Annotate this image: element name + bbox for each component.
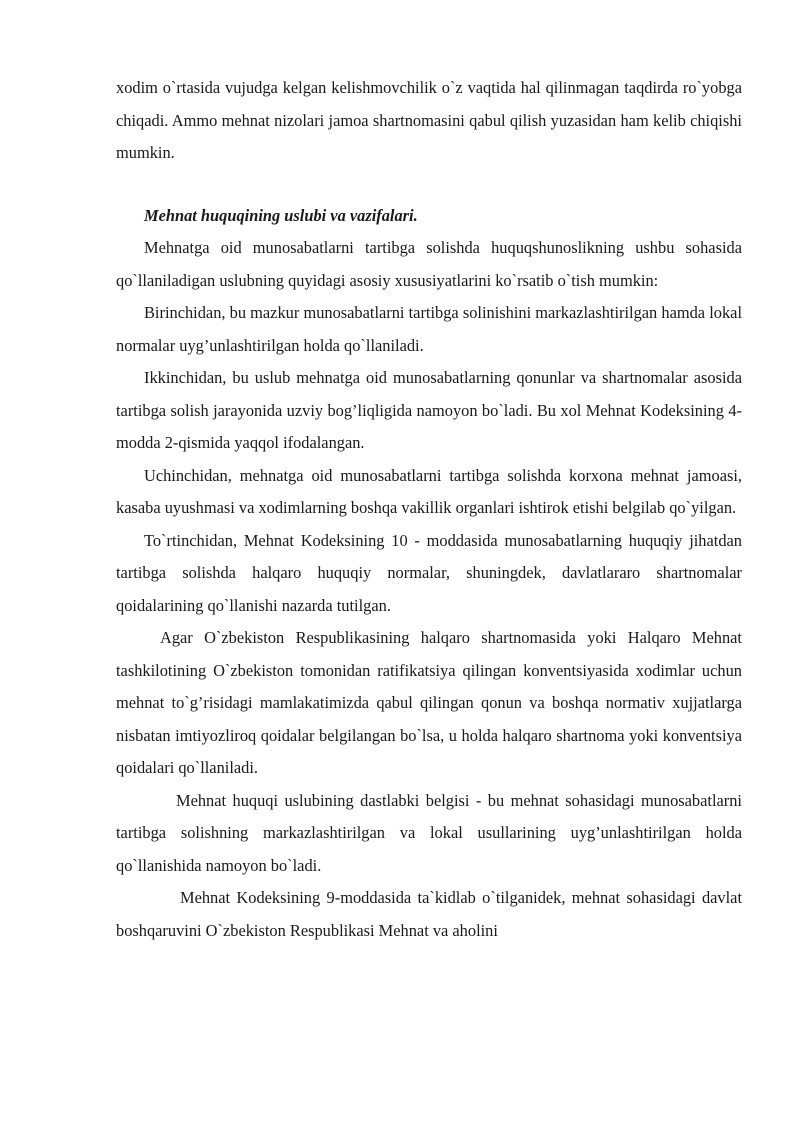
document-page [116,72,742,947]
paragraph-5: To`rtinchidan, Mehnat Kodeksining 10 - moddasida munosabatlarning huquqiy jihatdan tartibga solishda halqaro huquqiy normalar, shuningdek, davlatlararo shartnomalar qoidalarining qo`llanishi nazarda tutilgan. [116,530,742,615]
paragraph-8: Mehnat Kodeksining 9-moddasida ta`kidlab o`tilganidek, mehnat sohasidagi davlat boshqaruvini O`zbekiston Respublikasi Mehnat va aholini [116,888,742,940]
paragraph-gap [116,170,742,200]
paragraph-2: Birinchidan, bu mazkur munosabatlarni tartibga solinishini markazlashtirilgan hamda lokal normalar uyg’unlashtirilgan holda qo`llaniladi. [116,303,742,355]
paragraph-6: Agar O`zbekiston Respublikasining halqaro shartnomasida yoki Halqaro Mehnat tashkilotining O`zbekiston tomonidan ratifikatsiya qilingan konventsiyasida xodimlar uchun mehnat to`g’risidagi mamlakatimizda qabul qilingan qonun va boshqa normativ xujjatlarga nisbatan imtiyozliroq qoidalar belgilangan bo`lsa, u holda halqaro shartnoma yoki konventsiya qoidalari qo`llaniladi. [116,628,742,777]
section-heading: Mehnat huquqining uslubi va vazifalari. [144,205,418,225]
intro-paragraph: xodim o`rtasida vujudga kelgan kelishmovchilik o`z vaqtida hal qilinmagan taqdirda ro`yobga chiqadi. Ammo mehnat nizolari jamoa shartnomasini qabul qilish yuzasidan ham kelib chiqishi mumkin. [116,78,742,162]
paragraph-7: Mehnat huquqi uslubining dastlabki belgisi - bu mehnat sohasidagi munosabatlarni tartibga solishning markazlashtirilgan va lokal usullarining uyg’unlashtirilgan holda qo`llanishida namoyon bo`ladi. [116,790,742,875]
paragraph-1: Mehnatga oid munosabatlarni tartibga solishda huquqshunoslikning ushbu sohasida qo`llaniladigan uslubning quyidagi asosiy xususiyatlarini ko`rsatib o`tish mumkin: [116,238,742,290]
paragraph-4: Uchinchidan, mehnatga oid munosabatlarni tartibga solishda korxona mehnat jamoasi, kasaba uyushmasi va xodimlarning boshqa vakillik organlari ishtirok etishi belgilab qo`yilgan. [116,465,742,517]
paragraph-3: Ikkinchidan, bu uslub mehnatga oid munosabatlarning qonunlar va shartnomalar asosida tartibga solish jarayonida uzviy bog’liqligida namoyon bo`ladi. Bu xol Mehnat Kodeksining 4-modda 2-qismida yaqqol ifodalangan. [116,368,742,452]
